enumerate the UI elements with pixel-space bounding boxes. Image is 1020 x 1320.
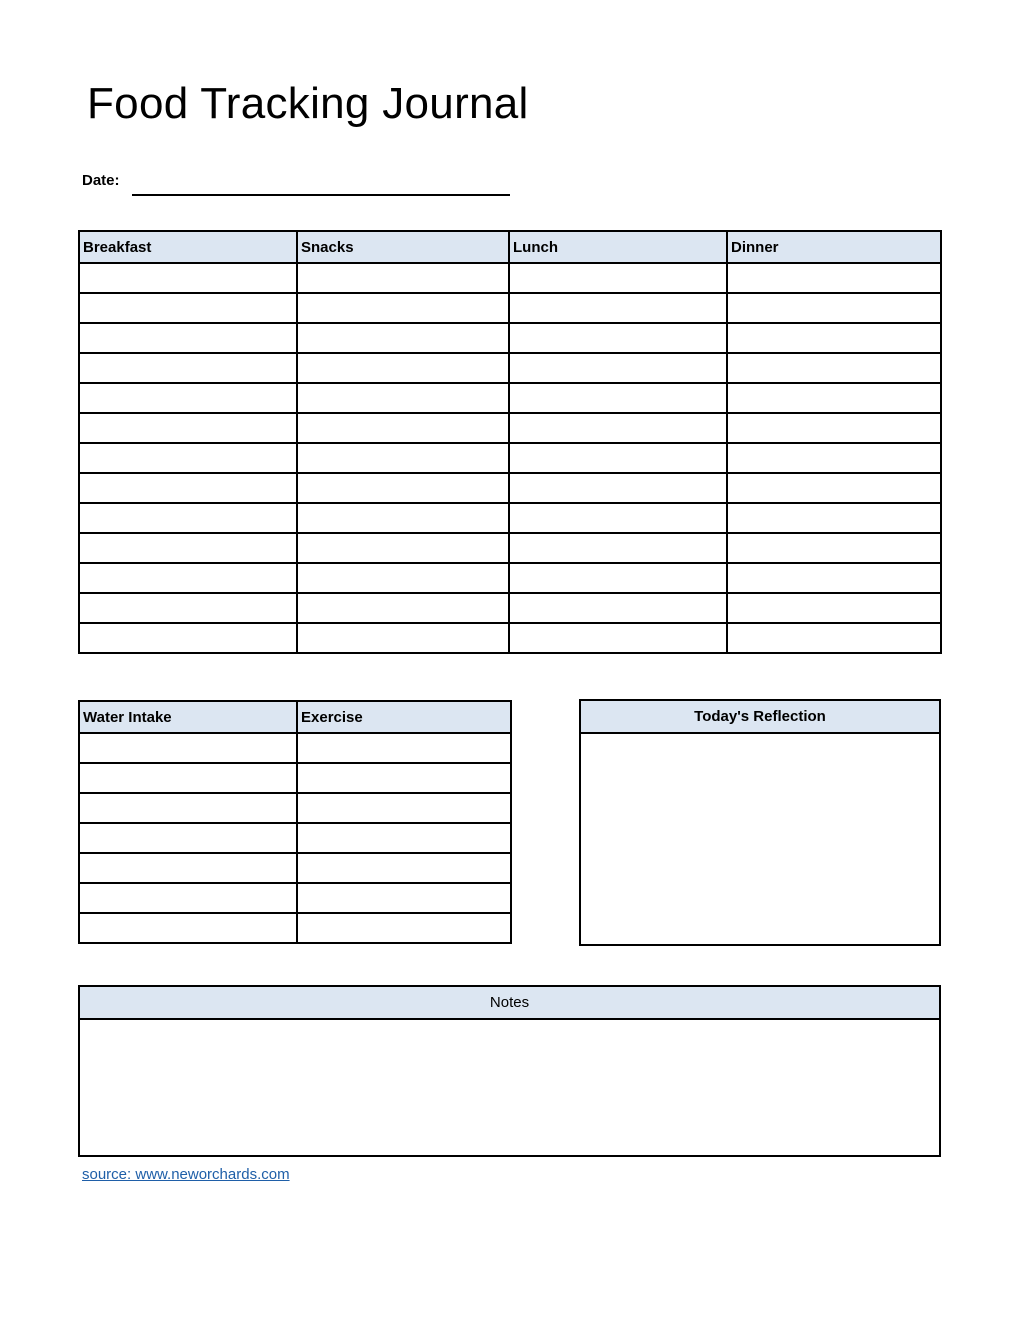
meals-cell[interactable] [727,533,941,563]
meals-cell[interactable] [509,323,727,353]
meals-cell[interactable] [297,473,509,503]
meals-cell[interactable] [509,533,727,563]
activity-table [78,700,512,944]
meals-row [79,503,941,533]
activity-row [79,793,511,823]
meals-cell[interactable] [509,623,727,653]
meals-cell[interactable] [297,353,509,383]
meals-cell[interactable] [727,353,941,383]
meals-cell[interactable] [79,563,297,593]
meals-cell[interactable] [79,473,297,503]
meals-cell[interactable] [509,563,727,593]
meals-cell[interactable] [509,293,727,323]
meals-cell[interactable] [727,593,941,623]
meals-row [79,593,941,623]
dinner-header: Dinner [727,231,941,263]
meals-cell[interactable] [79,443,297,473]
activity-cell[interactable] [79,823,297,853]
notes-title: Notes [80,987,939,1020]
activity-cell[interactable] [297,913,511,943]
meals-cell[interactable] [297,593,509,623]
meals-cell[interactable] [297,413,509,443]
meals-cell[interactable] [297,533,509,563]
meals-row [79,293,941,323]
meals-cell[interactable] [297,293,509,323]
meals-row [79,383,941,413]
activity-cell[interactable] [79,733,297,763]
activity-cell[interactable] [297,793,511,823]
lunch-header: Lunch [509,231,727,263]
activity-row [79,883,511,913]
meals-cell[interactable] [727,563,941,593]
activity-cell[interactable] [297,823,511,853]
meals-row [79,623,941,653]
meals-cell[interactable] [79,263,297,293]
meals-cell[interactable] [509,503,727,533]
meals-cell[interactable] [509,593,727,623]
date-field[interactable] [132,194,510,196]
activity-row [79,763,511,793]
meals-row [79,323,941,353]
activity-cell[interactable] [79,913,297,943]
meals-row [79,563,941,593]
meals-cell[interactable] [79,293,297,323]
meals-header-row [79,231,941,263]
breakfast-header: Breakfast [79,231,297,263]
reflection-title: Today's Reflection [581,701,939,734]
activity-row [79,913,511,943]
meals-cell[interactable] [727,383,941,413]
meals-cell[interactable] [79,503,297,533]
meals-row [79,533,941,563]
meals-cell[interactable] [727,263,941,293]
water-intake-header: Water Intake [79,701,297,733]
meals-cell[interactable] [509,443,727,473]
meals-cell[interactable] [79,353,297,383]
meals-cell[interactable] [79,413,297,443]
meals-row [79,473,941,503]
meals-cell[interactable] [297,563,509,593]
date-label: Date: [82,172,120,189]
activity-cell[interactable] [79,763,297,793]
meals-table [78,230,942,654]
snacks-header: Snacks [297,231,509,263]
meals-cell[interactable] [727,443,941,473]
activity-cell[interactable] [297,763,511,793]
meals-row [79,263,941,293]
meals-row [79,443,941,473]
meals-cell[interactable] [509,473,727,503]
meals-cell[interactable] [509,353,727,383]
activity-row [79,733,511,763]
activity-cell[interactable] [79,793,297,823]
activity-header-row [79,701,511,733]
meals-cell[interactable] [727,413,941,443]
meals-row [79,413,941,443]
exercise-header: Exercise [297,701,511,733]
activity-cell[interactable] [297,853,511,883]
meals-cell[interactable] [297,323,509,353]
meals-cell[interactable] [297,443,509,473]
activity-row [79,853,511,883]
activity-cell[interactable] [297,883,511,913]
meals-cell[interactable] [509,263,727,293]
meals-cell[interactable] [297,383,509,413]
meals-row [79,353,941,383]
meals-cell[interactable] [79,323,297,353]
meals-cell[interactable] [727,293,941,323]
meals-cell[interactable] [79,623,297,653]
activity-cell[interactable] [79,853,297,883]
activity-cell[interactable] [297,733,511,763]
meals-cell[interactable] [509,413,727,443]
meals-cell[interactable] [297,623,509,653]
activity-cell[interactable] [79,883,297,913]
meals-cell[interactable] [79,383,297,413]
reflection-box[interactable] [579,699,941,946]
meals-cell[interactable] [727,503,941,533]
meals-cell[interactable] [727,323,941,353]
page-title: Food Tracking Journal [87,79,529,128]
meals-cell[interactable] [727,623,941,653]
activity-row [79,823,511,853]
meals-cell[interactable] [297,263,509,293]
meals-cell[interactable] [79,533,297,563]
notes-box[interactable] [78,985,941,1157]
source-link[interactable]: source: www.neworchards.com [82,1166,290,1183]
meals-cell[interactable] [79,593,297,623]
meals-cell[interactable] [727,473,941,503]
meals-cell[interactable] [297,503,509,533]
meals-cell[interactable] [509,383,727,413]
